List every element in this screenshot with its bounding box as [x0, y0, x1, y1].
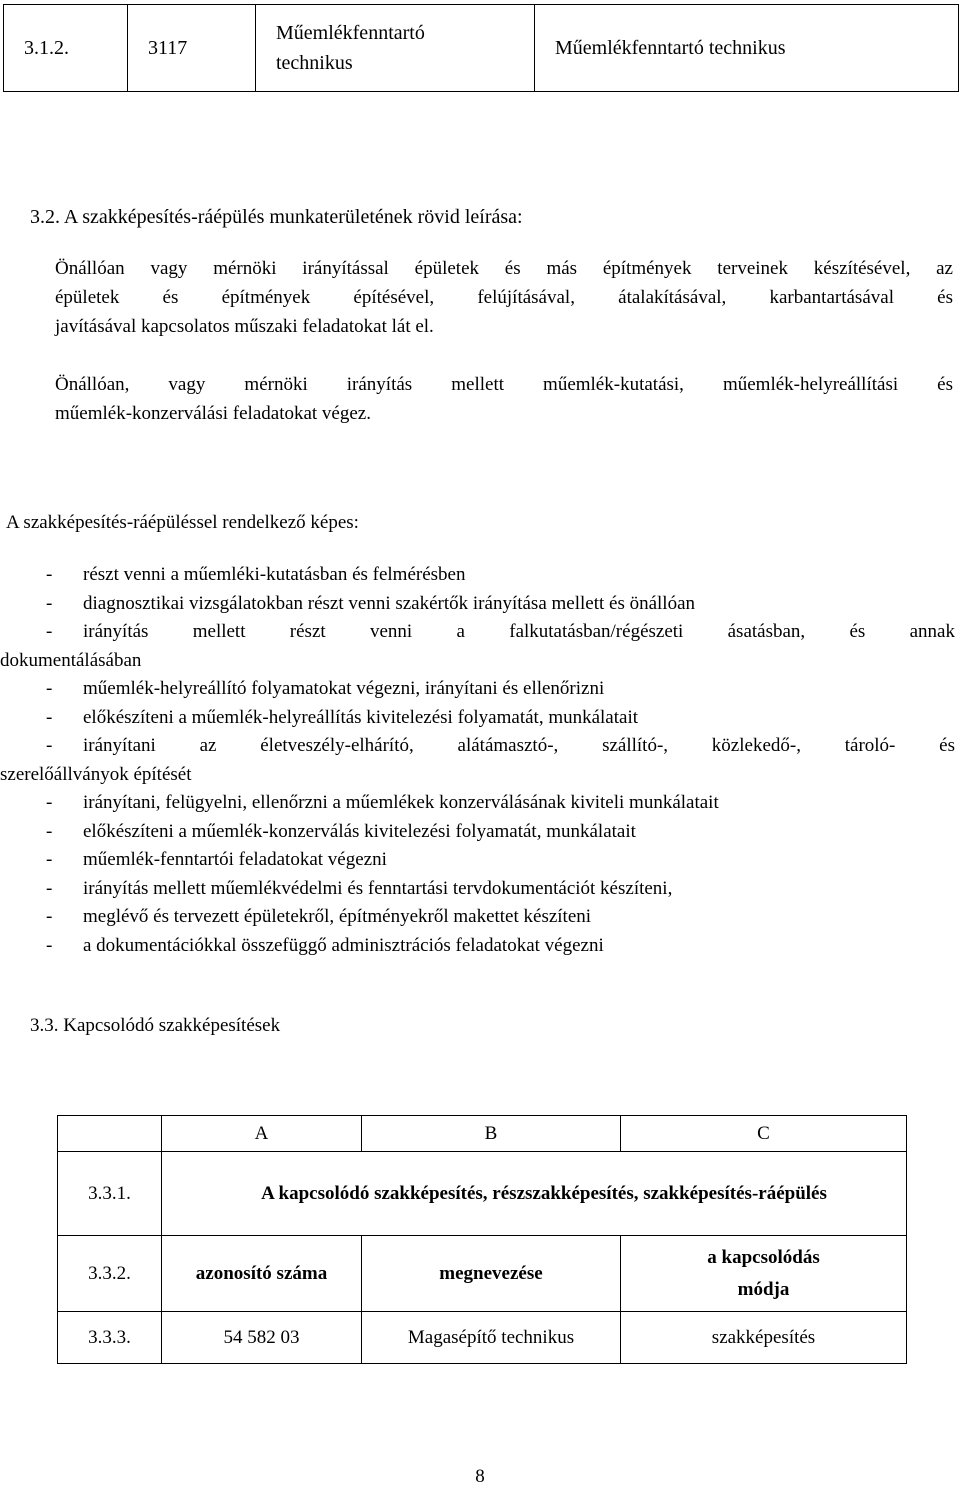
- list-item: - diagnosztikai vizsgálatokban részt venni szakértők irányítása mellett és önállóan: [0, 590, 955, 619]
- list-item: - irányítás mellett részt venni a falkutatásban/régészeti ásatásban, és annak dokumentálásában: [0, 618, 955, 675]
- paragraph-2-line: Önállóan, vagy mérnöki irányítás mellett műemlék-kutatási, műemlék-helyreállítási és: [55, 374, 953, 395]
- row-number-cell: 3.3.1.: [58, 1152, 162, 1236]
- list-item: - irányítás mellett műemlékvédelmi és fenntartási tervdokumentációt készíteni,: [0, 875, 955, 904]
- section-3-3-heading: 3.3. Kapcsolódó szakképesítések: [30, 1015, 281, 1036]
- dash-marker: -: [46, 877, 53, 899]
- header-table: [3, 4, 959, 92]
- page-number: 8: [475, 1466, 485, 1487]
- qualification-name-cell: Magasépítő technikus: [362, 1312, 621, 1364]
- capable-heading: A szakképesítés-ráépüléssel rendelkező képes:: [6, 512, 359, 533]
- list-item: - részt venni a műemléki-kutatásban és felmérésben: [0, 561, 955, 590]
- row-number-cell: 3.3.2.: [58, 1236, 162, 1312]
- header-code-cell: 3.1.2.: [4, 5, 128, 92]
- paragraph-2-line: műemlék-konzerválási feladatokat végez.: [55, 403, 371, 424]
- header-name-cell: [256, 5, 535, 92]
- related-qualifications-table: [57, 1115, 907, 1364]
- table-row: [58, 1152, 907, 1236]
- section-3-2-paragraph-1: [55, 254, 953, 341]
- dash-marker: -: [46, 792, 53, 813]
- table-row: [58, 1312, 907, 1364]
- header-name-line2: technikus: [276, 52, 353, 74]
- paragraph-1-line: javításával kapcsolatos műszaki feladatokat lát el.: [55, 316, 434, 337]
- header-number-cell: 3117: [128, 5, 256, 92]
- list-item: - irányítani az életveszély-elhárító, alátámasztó-, szállító-, közlekedő-, tároló- és szerelőállványok építését: [0, 732, 955, 789]
- table-row: [58, 1236, 907, 1312]
- dash-marker: -: [46, 621, 53, 642]
- header-title-cell: Műemlékfenntartó technikus: [535, 5, 959, 92]
- column-label-id: azonosító száma: [162, 1236, 362, 1312]
- row-number-cell: 3.3.3.: [58, 1312, 162, 1364]
- paragraph-1-line: Önállóan vagy mérnöki irányítással épületek és más építmények terveinek készítésével, az: [55, 258, 953, 279]
- dash-marker: -: [46, 735, 53, 756]
- section-3-2-heading: 3.2. A szakképesítés-ráépülés munkaterületének rövid leírása:: [30, 206, 523, 228]
- table-header-cell: C: [621, 1116, 907, 1152]
- list-item: - meglévő és tervezett épületekről, építményekről makettet készíteni: [0, 903, 955, 932]
- dash-marker: -: [46, 678, 53, 699]
- table-header-cell: [58, 1116, 162, 1152]
- dash-marker: -: [46, 849, 53, 870]
- column-label-mode: a kapcsolódás módja: [621, 1236, 907, 1312]
- list-item: - irányítani, felügyelni, ellenőrzni a műemlékek konzerválásának kiviteli munkálatait: [0, 789, 955, 818]
- section-3-2-paragraph-2: [55, 370, 953, 428]
- capabilities-list: [0, 561, 955, 960]
- dash-marker: -: [46, 564, 53, 585]
- dash-marker: -: [46, 934, 53, 956]
- table-header-row: [58, 1116, 907, 1152]
- list-item: - előkészíteni a műemlék-konzerválás kivitelezési folyamatát, munkálatait: [0, 818, 955, 847]
- list-item: - a dokumentációkkal összefüggő adminisztrációs feladatokat végezni: [0, 932, 955, 961]
- table-header-cell: A: [162, 1116, 362, 1152]
- dash-marker: -: [46, 592, 53, 614]
- dash-marker: -: [46, 706, 53, 728]
- list-item: - előkészíteni a műemlék-helyreállítás kivitelezési folyamatát, munkálatait: [0, 704, 955, 733]
- qualification-id-cell: 54 582 03: [162, 1312, 362, 1364]
- list-item: - műemlék-helyreállító folyamatokat végezni, irányítani és ellenőrizni: [0, 675, 955, 704]
- table-header-cell: B: [362, 1116, 621, 1152]
- list-item: - műemlék-fenntartói feladatokat végezni: [0, 846, 955, 875]
- merged-title-cell: A kapcsolódó szakképesítés, részszakképesítés, szakképesítés-ráépülés: [162, 1152, 907, 1236]
- dash-marker: -: [46, 906, 53, 927]
- dash-marker: -: [46, 820, 53, 842]
- header-name-line1: Műemlékfenntartó: [276, 22, 425, 44]
- column-label-name: megnevezése: [362, 1236, 621, 1312]
- header-row: [4, 5, 959, 92]
- paragraph-1-line: épületek és építmények építésével, felújításával, átalakításával, karbantartásával és: [55, 287, 953, 308]
- qualification-mode-cell: szakképesítés: [621, 1312, 907, 1364]
